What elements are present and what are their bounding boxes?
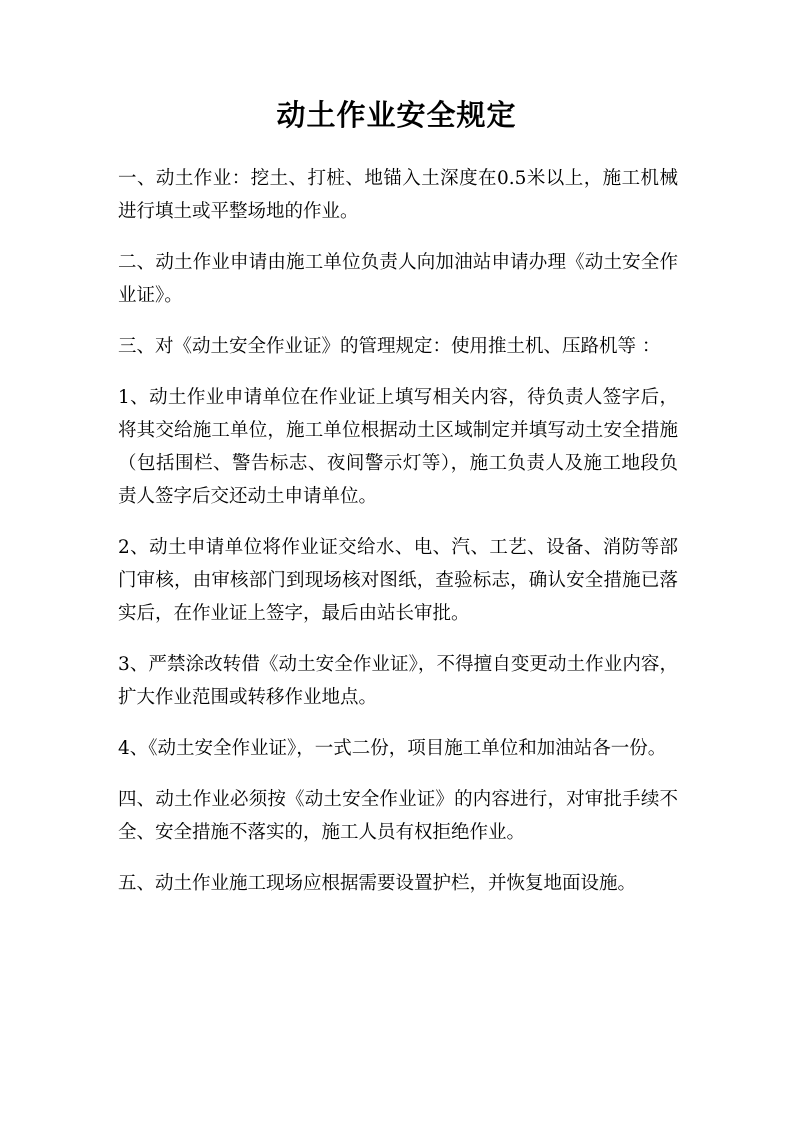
- paragraph-1: 一、动土作业：挖土、打桩、地锚入土深度在0.5米以上，施工机械进行填土或平整场地的作业。: [118, 168, 678, 222]
- paragraph-7: 4、《动土安全作业证》，一式二份，项目施工单位和加油站各一份。: [118, 738, 667, 759]
- paragraph-4: 1、动土作业申请单位在作业证上填写相关内容，待负责人签字后，将其交给施工单位，施工单位根据动土区域制定并填写动土安全措施（包括围栏、警告标志、夜间警示灯等），施工负责人及施工地段负责人签字后交还动土申请单位。: [118, 387, 678, 507]
- document-title: 动土作业安全规定: [276, 98, 517, 132]
- paragraph-5: 2、动土申请单位将作业证交给水、电、汽、工艺、设备、消防等部门审核，由审核部门到现场核对图纸，查验标志，确认安全措施已落实后，在作业证上签字，最后由站长审批。: [118, 537, 678, 624]
- paragraph-2: 二、动土作业申请由施工单位负责人向加油站申请办理《动土安全作业证》。: [118, 252, 678, 306]
- paragraph-6: 3、严禁涂改转借《动土安全作业证》，不得擅自变更动土作业内容，扩大作业范围或转移作业地点。: [118, 654, 678, 708]
- paragraph-9: 五、动土作业施工现场应根据需要设置护栏，并恢复地面设施。: [118, 873, 637, 894]
- paragraph-3: 三、对《动土安全作业证》的管理规定：使用推土机、压路机等 ：: [118, 336, 661, 357]
- document-body: [118, 162, 678, 918]
- paragraph-8: 四、动土作业必须按《动土安全作业证》的内容进行，对审批手续不全、安全措施不落实的，施工人员有权拒绝作业。: [118, 789, 678, 843]
